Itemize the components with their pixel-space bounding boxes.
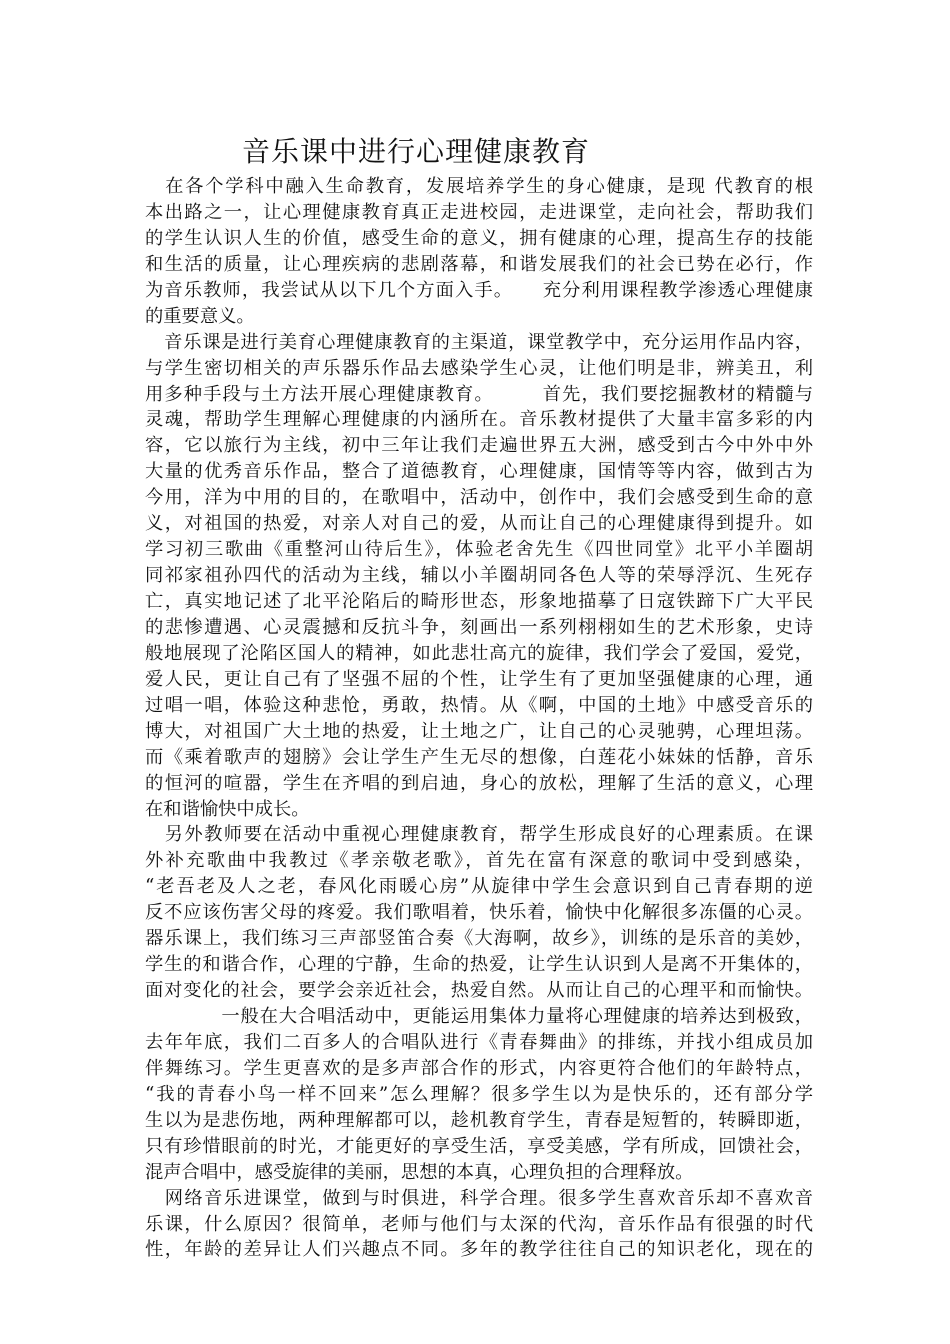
- text-line: 反不应该伤害父母的疼爱。我们歌唱着，快乐着，愉快中化解很多冻僵的心灵。: [145, 902, 813, 924]
- text-line: 乐课，什么原因？很简单，老师与他们与太深的代沟，音乐作品有很强的时代: [145, 1213, 813, 1235]
- text-line: “老吾老及人之老，春风化雨暖心房”从旋律中学生会意识到自己青春期的逆: [145, 876, 813, 898]
- text-line: 义，对祖国的热爱，对亲人对自己的爱，从而让自己的心理健康得到提升。如: [145, 513, 813, 535]
- text-line: 的重要意义。: [145, 305, 255, 327]
- text-line: 灵魂，帮助学生理解心理健康的内涵所在。音乐教材提供了大量丰富多彩的内: [145, 409, 813, 431]
- text-line: 生以为是悲伤地，两种理解都可以，趁机教育学生，青春是短暂的，转瞬即逝，: [145, 1109, 813, 1131]
- text-line: 学生的和谐合作，心理的宁静，生命的热爱，让学生认识到人是离不开集体的，: [145, 954, 813, 976]
- text-line: 伴舞练习。学生更喜欢的是多声部合作的形式，内容更符合他们的年龄特点，: [145, 1057, 813, 1079]
- text-line: 大量的优秀音乐作品，整合了道德教育，心理健康，国情等等内容，做到古为: [145, 461, 813, 483]
- text-line: 用多种手段与土方法开展心理健康教育。 首先，我们要挖掘教材的精髓与: [145, 383, 813, 405]
- text-line: 面对变化的社会，要学会亲近社会，热爱自然。从而让自己的心理平和而愉快。: [145, 980, 813, 1002]
- text-line: 网络音乐进课堂，做到与时俱进，科学合理。很多学生喜欢音乐却不喜欢音: [145, 1187, 813, 1209]
- text-line: 外补充歌曲中我教过《孝亲敬老歌》，首先在富有深意的歌词中受到感染，: [145, 850, 813, 872]
- text-line: 学习初三歌曲《重整河山待后生》，体验老舍先生《四世同堂》北平小羊圈胡: [145, 539, 813, 561]
- document-title: 音乐课中进行心理健康教育: [242, 135, 591, 168]
- text-line: 性，年龄的差异让人们兴趣点不同。多年的教学往往自己的知识老化，现在的: [145, 1239, 813, 1261]
- text-line: “我的青春小鸟一样不回来”怎么理解？很多学生以为是快乐的，还有部分学: [145, 1083, 813, 1105]
- text-line: 同祁家祖孙四代的活动为主线，辅以小羊圈胡同各色人等的荣辱浮沉、生死存: [145, 565, 813, 587]
- text-line: 而《乘着歌声的翅膀》会让学生产生无尽的想像，白莲花小妹妹的恬静，音乐: [145, 746, 813, 768]
- text-line: 音乐课是进行美育心理健康教育的主渠道，课堂教学中，充分运用作品内容，: [145, 331, 813, 353]
- text-line: 博大，对祖国广大土地的热爱，让土地之广，让自己的心灵驰骋，心理坦荡。: [145, 720, 813, 742]
- text-line: 另外教师要在活动中重视心理健康教育，帮学生形成良好的心理素质。在课: [145, 824, 813, 846]
- text-line: 去年年底，我们二百多人的合唱队进行《青春舞曲》的排练，并找小组成员加: [145, 1031, 813, 1053]
- text-line: 的学生认识人生的价值，感受生命的意义，拥有健康的心理，提高生存的技能: [145, 227, 813, 249]
- text-line: 爱人民，更让自己有了坚强不屈的个性，让学生有了更加坚强健康的心理，通: [145, 668, 813, 690]
- text-line: 今用，洋为中用的目的，在歌唱中，活动中，创作中，我们会感受到生命的意: [145, 487, 813, 509]
- text-line: 与学生密切相关的声乐器乐作品去感染学生心灵，让他们明是非，辨美丑，利: [145, 357, 813, 379]
- text-line: 本出路之一，让心理健康教育真正走进校园，走进课堂，走向社会，帮助我们: [145, 201, 813, 223]
- text-line: 亡，真实地记述了北平沦陷后的畸形世态，形象地描摹了日寇铁蹄下广大平民: [145, 591, 813, 612]
- text-line: 一般在大合唱活动中，更能运用集体力量将心理健康的培养达到极致，: [145, 1006, 813, 1027]
- text-line: 只有珍惜眼前的时光，才能更好的享受生活，享受美感，学有所成，回馈社会，: [145, 1135, 813, 1157]
- text-line: 容，它以旅行为主线，初中三年让我们走遍世界五大洲，感受到古今中外中外: [145, 435, 813, 457]
- text-line: 器乐课上，我们练习三声部竖笛合奏《大海啊，故乡》，训练的是乐音的美妙，: [145, 928, 813, 950]
- text-line: 和生活的质量，让心理疾病的悲剧落幕，和谐发展我们的社会已势在必行，作: [145, 253, 813, 275]
- text-line: 般地展现了沦陷区国人的精神，如此悲壮高亢的旋律，我们学会了爱国，爱党，: [145, 642, 813, 664]
- document-body: [145, 174, 813, 1263]
- text-line: 混声合唱中，感受旋律的美丽，思想的本真，心理负担的合理释放。: [145, 1161, 694, 1183]
- text-line: 在和谐愉快中成长。: [145, 798, 310, 820]
- text-line: 在各个学科中融入生命教育，发展培养学生的身心健康，是现 代教育的根: [145, 176, 813, 197]
- text-line: 的悲惨遭遇、心灵震撼和反抗斗争，刻画出一系列栩栩如生的艺术形象，史诗: [145, 616, 813, 638]
- text-line: 为音乐教师，我尝试从以下几个方面入手。 充分利用课程教学渗透心理健康: [145, 279, 813, 301]
- text-line: 的恒河的喧嚣，学生在齐唱的到启迪，身心的放松，理解了生活的意义，心理: [145, 772, 813, 794]
- text-line: 过唱一唱，体验这种悲怆，勇敢，热情。从《啊，中国的土地》中感受音乐的: [145, 694, 813, 716]
